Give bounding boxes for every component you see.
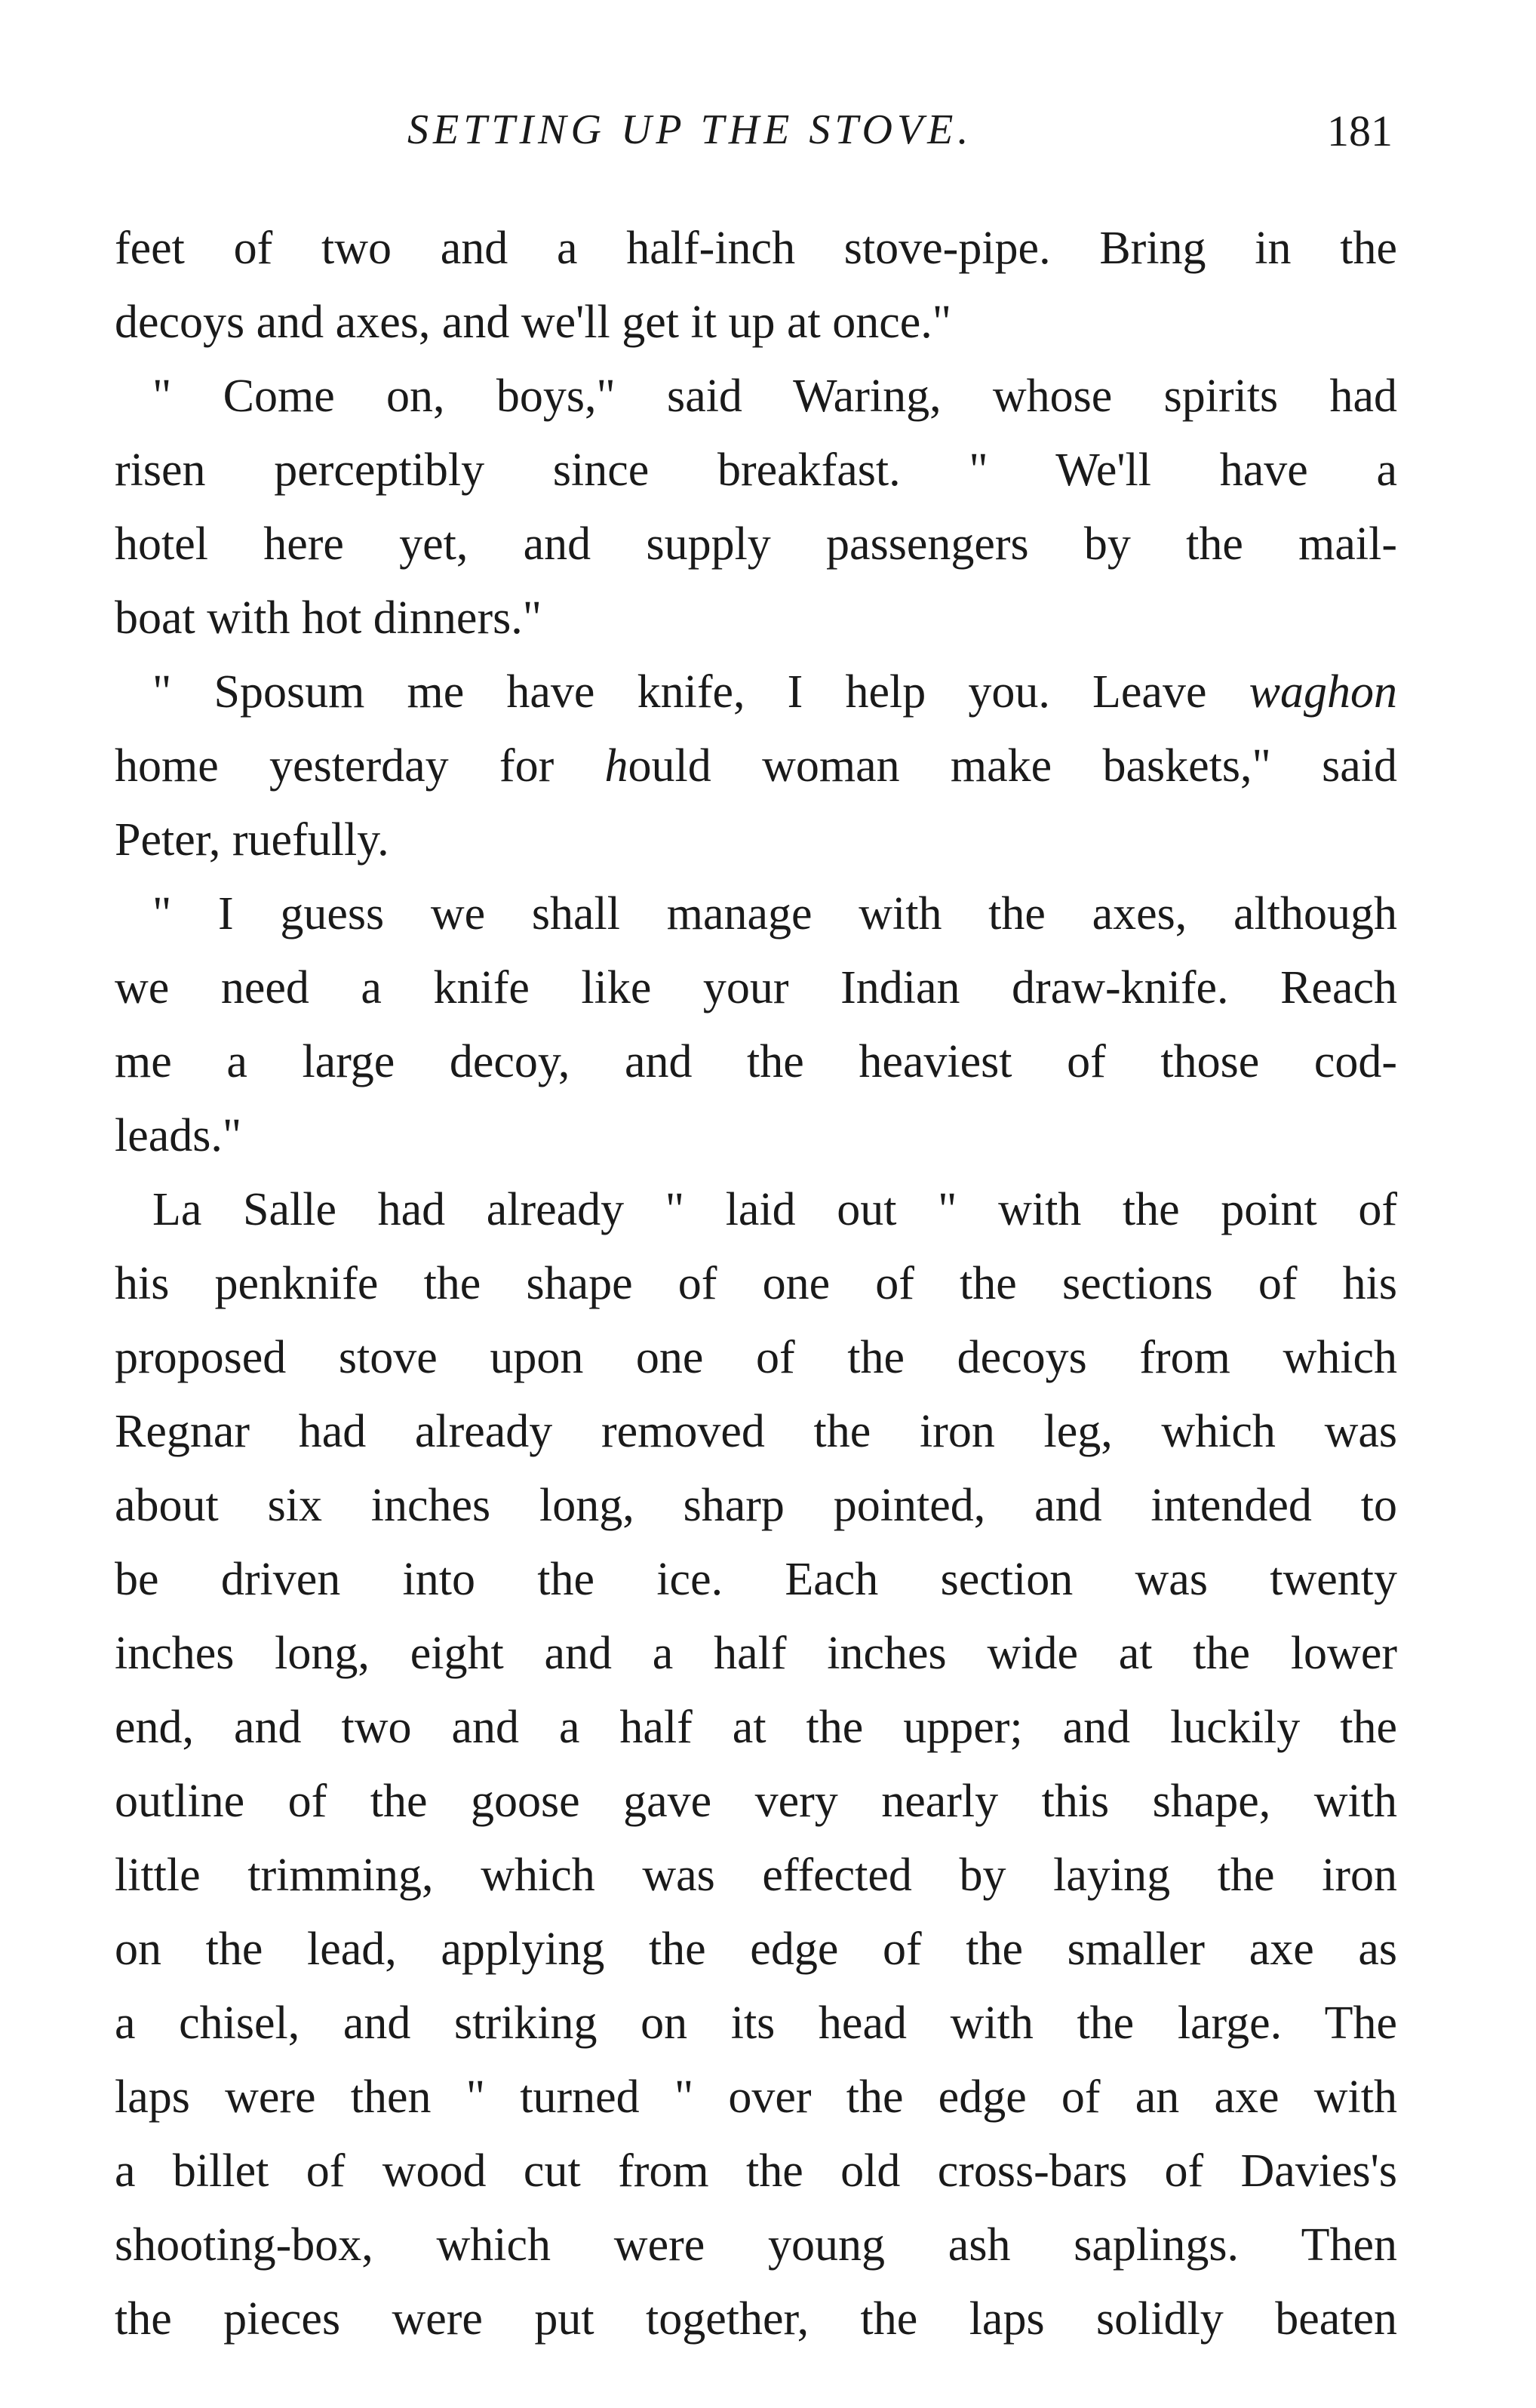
running-head: SETTING UP THE STOVE.: [407, 106, 973, 153]
text-line: Regnar had already removed the iron leg, which was: [115, 1406, 1397, 1457]
text-line: about six inches long, sharp pointed, and intended to: [115, 1480, 1397, 1531]
text-line: me a large decoy, and the heaviest of those cod-: [115, 1036, 1397, 1087]
text-segment: " Sposum me have knife, I help you. Leave: [152, 666, 1249, 718]
text-line: [115, 729, 1397, 803]
text-line: be driven into the ice. Each section was twenty: [115, 1554, 1397, 1605]
text-line: his penknife the shape of one of the sections of his: [115, 1258, 1397, 1309]
body-text: [115, 211, 1397, 2356]
text-line: leads.": [115, 1110, 242, 1161]
text-line: decoys and axes, and we'll get it up at once.": [115, 297, 952, 348]
text-line: boat with hot dinners.": [115, 592, 542, 644]
text-line: risen perceptibly since breakfast. " We'll have a: [115, 444, 1397, 496]
text-line: a billet of wood cut from the old cross-bars of Davies's: [115, 2145, 1397, 2197]
text-segment: home yesterday for: [115, 740, 605, 792]
text-line: " Come on, boys," said Waring, whose spirits had: [152, 371, 1397, 422]
text-line: feet of two and a half-inch stove-pipe. Bring in the: [115, 223, 1397, 274]
text-line: a chisel, and striking on its head with the large. The: [115, 1997, 1397, 2049]
text-line: we need a knife like your Indian draw-knife. Reach: [115, 962, 1397, 1013]
text-line: shooting-box, which were young ash saplings. Then: [115, 2219, 1397, 2271]
text-line: end, and two and a half at the upper; and luckily the: [115, 1702, 1397, 1753]
page-header: [0, 106, 1536, 166]
text-line: " I guess we shall manage with the axes, although: [152, 888, 1397, 940]
italic-letter: h: [604, 740, 628, 792]
text-line: little trimming, which was effected by laying the iron: [115, 1850, 1397, 1901]
text-line: laps were then " turned " over the edge of an axe with: [115, 2071, 1397, 2123]
text-line: the pieces were put together, the laps solidly beaten: [115, 2293, 1397, 2345]
italic-word: waghon: [1249, 666, 1397, 718]
text-segment: ould woman make baskets," said: [628, 740, 1397, 792]
text-line: proposed stove upon one of the decoys from which: [115, 1332, 1397, 1383]
text-line: outline of the goose gave very nearly this shape, with: [115, 1776, 1397, 1827]
text-line: Peter, ruefully.: [115, 814, 389, 866]
text-line: on the lead, applying the edge of the smaller axe as: [115, 1924, 1397, 1975]
text-line: inches long, eight and a half inches wide at the lower: [115, 1628, 1397, 1679]
text-line: La Salle had already " laid out " with the point of: [152, 1184, 1397, 1235]
page-number: 181: [1327, 106, 1393, 155]
text-line: hotel here yet, and supply passengers by the mail-: [115, 518, 1397, 570]
text-line: [115, 655, 1397, 729]
